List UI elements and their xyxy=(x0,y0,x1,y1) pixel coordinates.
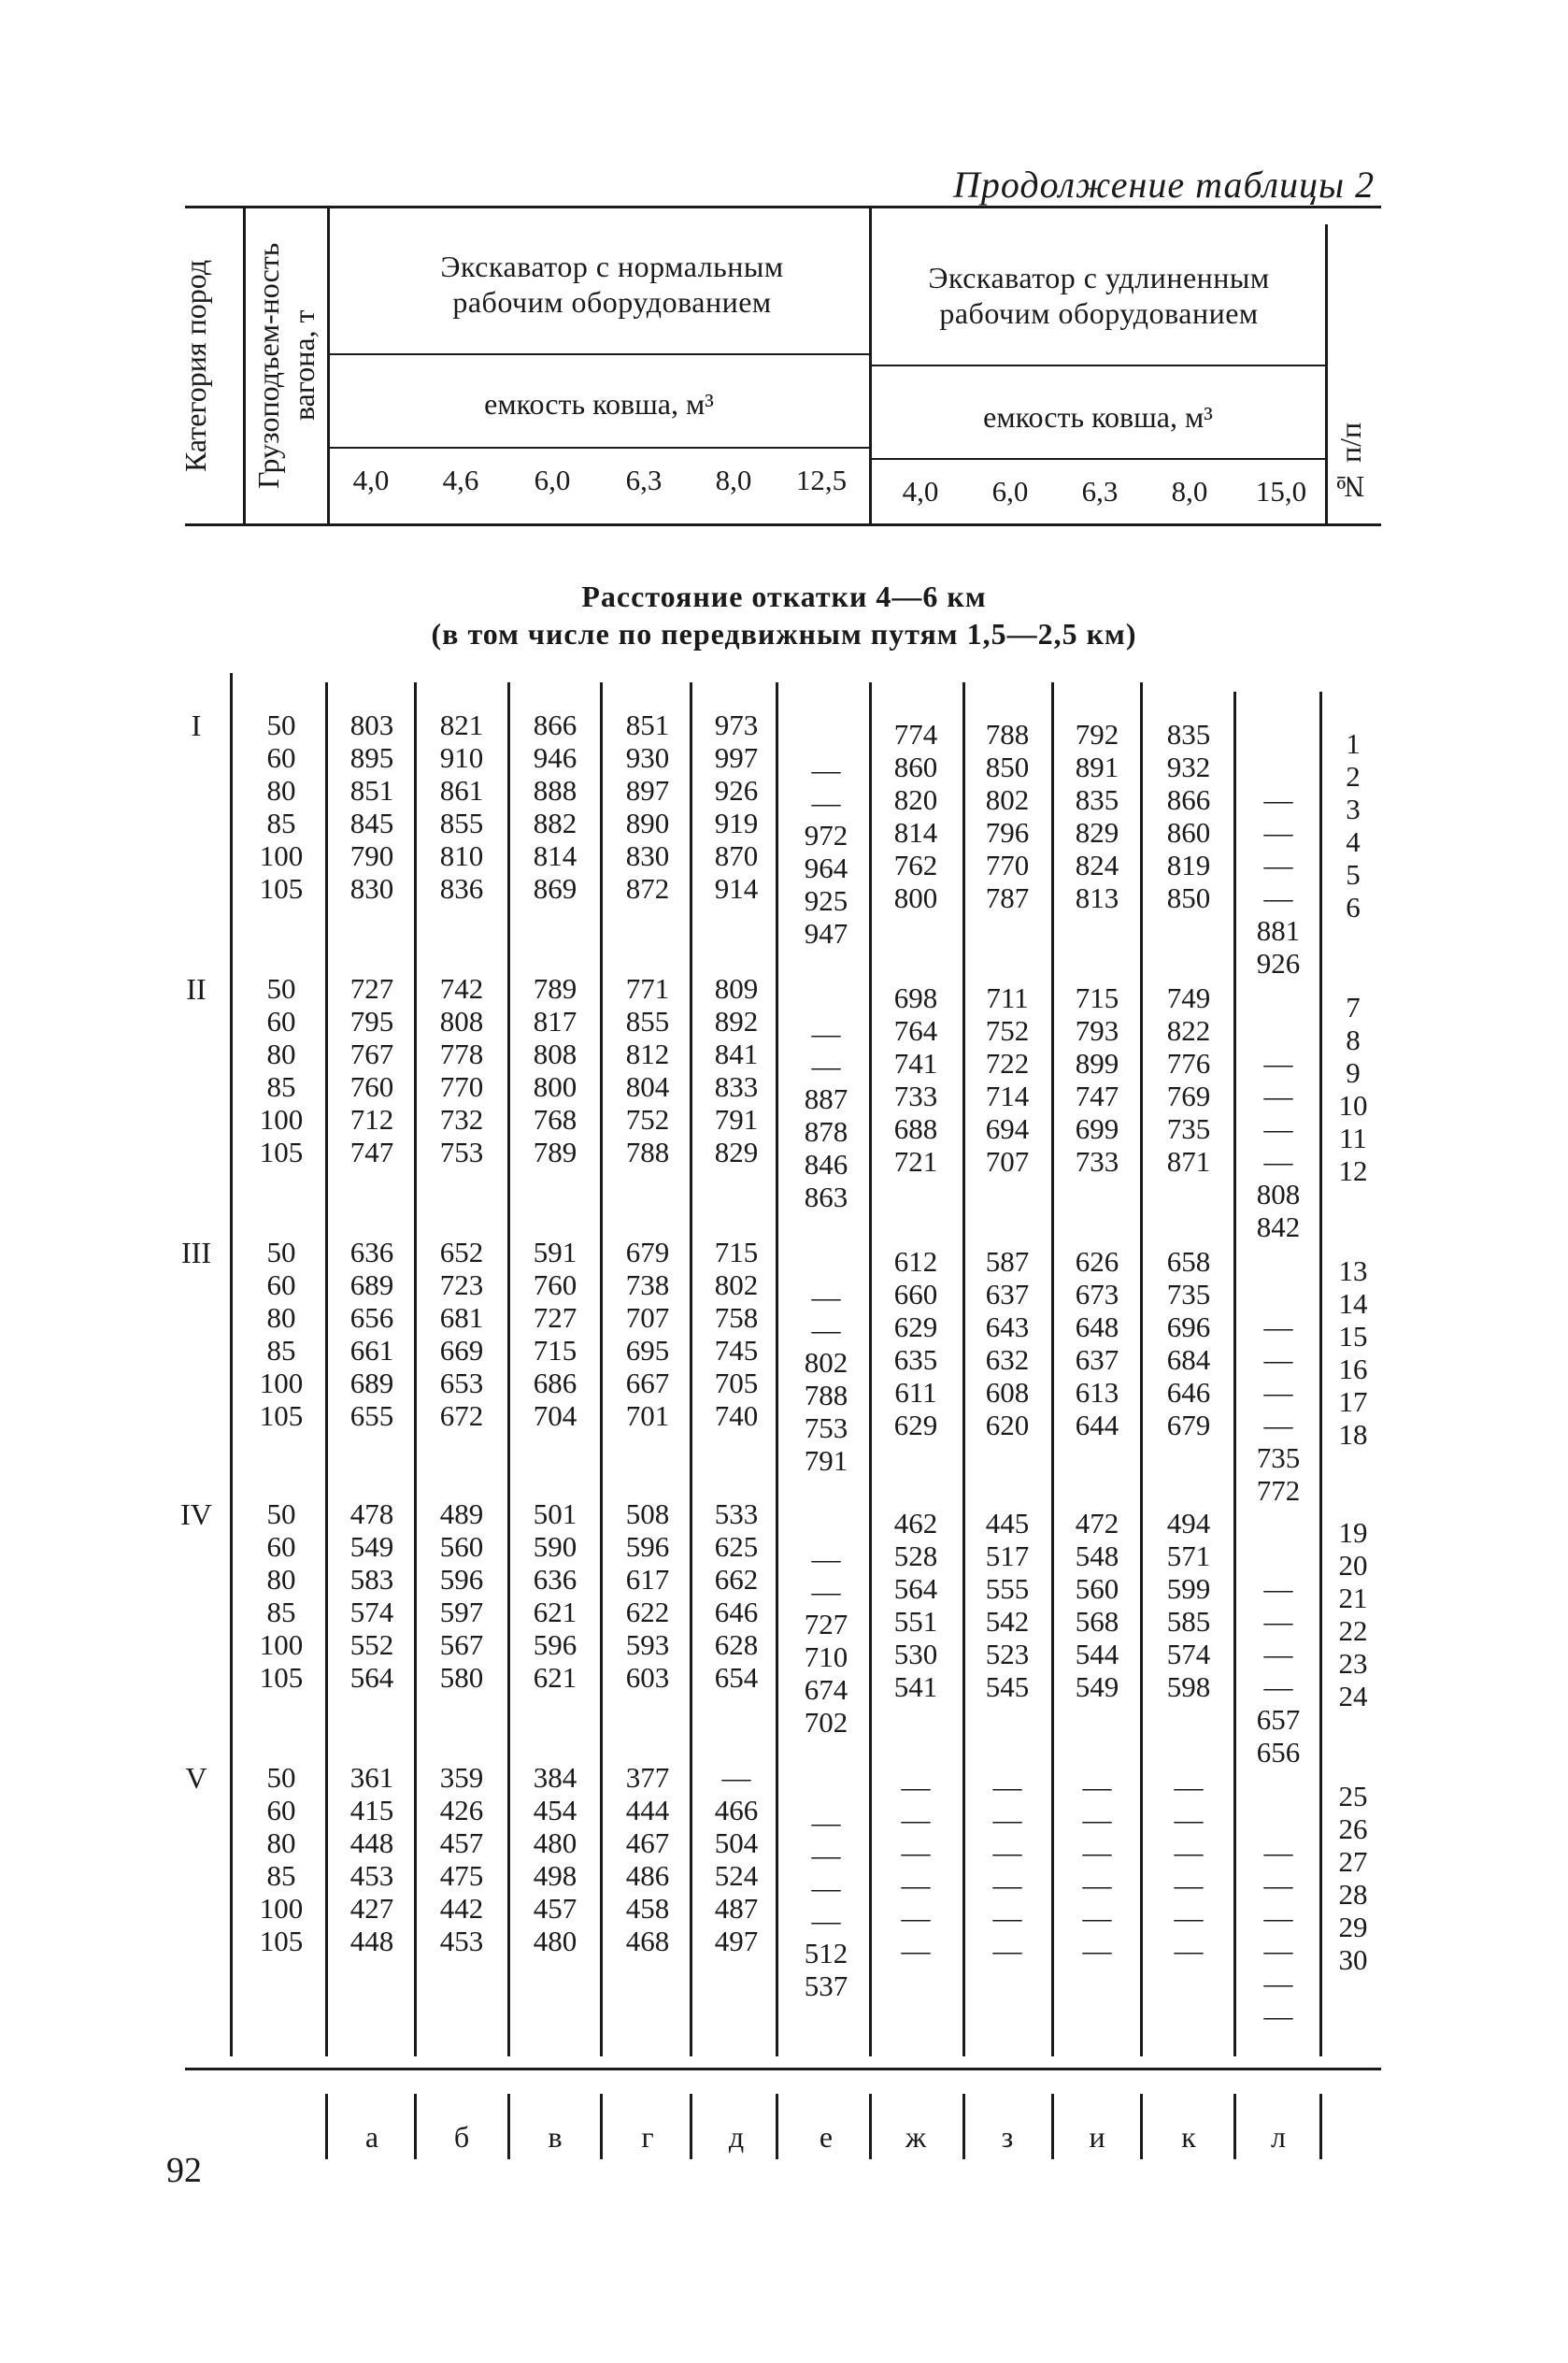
group-normal-header: Экскаватор с нормальным рабочим оборудованием xyxy=(440,250,784,319)
value-column-к: 835 932 866 860 819 850 xyxy=(1166,718,1211,914)
value-column-б: 821 910 861 855 810 836 xyxy=(439,709,484,905)
value-column-з: — — — — — — xyxy=(992,1770,1022,1967)
bucket-size: 6,3 xyxy=(1081,475,1119,508)
category-label: I xyxy=(191,709,202,742)
value-column-к: — — — — — — xyxy=(1174,1770,1204,1967)
value-column-е: — — 802 788 753 791 xyxy=(804,1281,848,1477)
value-column-г: 851 930 897 890 830 872 xyxy=(625,709,670,905)
value-column-ж: 698 764 741 733 688 721 xyxy=(893,981,938,1178)
value-column-к: 658 735 696 684 646 679 xyxy=(1166,1245,1211,1441)
value-column-л: — — — — 808 842 xyxy=(1256,1047,1301,1243)
column-letter: г xyxy=(641,2120,654,2154)
body-divider xyxy=(1140,682,1143,2056)
letter-divider xyxy=(600,2094,603,2159)
row-numbers: 19 20 21 22 23 24 xyxy=(1338,1516,1368,1712)
bucket-size: 6,0 xyxy=(534,464,571,496)
column-letter: и xyxy=(1089,2120,1105,2154)
column-letter: а xyxy=(364,2120,379,2154)
value-column-з: 587 637 643 632 608 620 xyxy=(985,1245,1030,1441)
value-column-в: 866 946 888 882 814 869 xyxy=(533,709,577,905)
column-letter: к xyxy=(1181,2120,1196,2154)
bucket-size: 4,0 xyxy=(902,475,939,508)
value-column-з: 788 850 802 796 770 787 xyxy=(985,718,1030,914)
value-column-е: — — 887 878 846 863 xyxy=(804,1017,848,1213)
row-numbers: 25 26 27 28 29 30 xyxy=(1338,1780,1368,1976)
letter-divider xyxy=(1051,2094,1054,2159)
page-number: 92 xyxy=(166,2151,202,2190)
row-numbers: 1 2 3 4 5 6 xyxy=(1346,727,1361,924)
value-column-а: 727 795 767 760 712 747 xyxy=(349,972,394,1168)
header-divider xyxy=(1325,224,1328,523)
value-column-г: 508 596 617 622 593 603 xyxy=(625,1497,670,1694)
letter-divider xyxy=(776,2094,778,2159)
bucket-label-normal: емкость ковша, м³ xyxy=(484,387,714,421)
body-divider xyxy=(414,682,417,2056)
value-column-б: 652 723 681 669 653 672 xyxy=(439,1236,484,1432)
value-column-г: 771 855 812 804 752 788 xyxy=(625,972,670,1168)
bucket-size: 4,0 xyxy=(352,464,390,496)
bucket-size: 6,0 xyxy=(991,475,1029,508)
value-column-з: 711 752 722 714 694 707 xyxy=(985,981,1030,1178)
letter-divider xyxy=(507,2094,510,2159)
value-column-к: 494 571 599 585 574 598 xyxy=(1166,1507,1211,1703)
letter-divider xyxy=(962,2094,965,2159)
value-column-д: — 466 504 524 487 497 xyxy=(714,1761,759,1957)
body-divider xyxy=(507,682,510,2056)
category-label: II xyxy=(186,972,207,1006)
value-column-л: — — — — — — xyxy=(1263,1836,1293,2032)
capacity-values: 50 60 80 85 100 105 xyxy=(259,709,304,905)
value-column-е: — — 727 710 674 702 xyxy=(804,1542,848,1739)
value-column-а: 361 415 448 453 427 448 xyxy=(349,1761,394,1957)
capacity-values: 50 60 80 85 100 105 xyxy=(259,1236,304,1432)
value-column-ж: 612 660 629 635 611 629 xyxy=(893,1245,938,1441)
value-column-а: 803 895 851 845 790 830 xyxy=(349,709,394,905)
body-divider xyxy=(690,682,692,2056)
value-column-е: — — 972 964 925 947 xyxy=(804,753,848,950)
value-column-и: — — — — — — xyxy=(1082,1770,1112,1967)
value-column-в: 789 817 808 800 768 789 xyxy=(533,972,577,1168)
capacity-values: 50 60 80 85 100 105 xyxy=(259,1761,304,1957)
value-column-б: 359 426 457 475 442 453 xyxy=(439,1761,484,1957)
column-letter: з xyxy=(1001,2120,1014,2154)
header-divider xyxy=(243,208,246,523)
column-letter: в xyxy=(548,2120,563,2154)
bucket-size: 15,0 xyxy=(1255,475,1307,508)
value-column-и: 792 891 835 829 824 813 xyxy=(1075,718,1119,914)
bucket-size: 6,3 xyxy=(625,464,663,496)
bucket-size: 12,5 xyxy=(795,464,848,496)
column-letter: ж xyxy=(905,2120,927,2154)
capacity-values: 50 60 80 85 100 105 xyxy=(259,972,304,1168)
value-column-е: — — — — 512 537 xyxy=(804,1806,848,2002)
category-label: III xyxy=(181,1236,211,1269)
bucket-size: 8,0 xyxy=(715,464,752,496)
column-letter: б xyxy=(453,2120,470,2154)
group-extended-header: Экскаватор с удлиненным рабочим оборудованием xyxy=(928,261,1270,330)
letter-divider xyxy=(1319,2094,1322,2159)
header-capacity: Грузоподъем-ность вагона, т xyxy=(251,242,321,489)
header-sub-rule xyxy=(329,353,869,355)
header-number: № п/п xyxy=(1333,422,1367,504)
value-column-л: — — — — 881 926 xyxy=(1256,783,1301,980)
row-numbers: 7 8 9 10 11 12 xyxy=(1338,991,1368,1187)
capacity-values: 50 60 80 85 100 105 xyxy=(259,1497,304,1694)
bucket-size: 4,6 xyxy=(442,464,479,496)
category-label: IV xyxy=(180,1497,212,1531)
value-column-ж: — — — — — — xyxy=(901,1770,931,1967)
body-divider xyxy=(325,682,328,2056)
value-column-и: 626 673 648 637 613 644 xyxy=(1075,1245,1119,1441)
body-divider xyxy=(1051,682,1054,2056)
value-column-д: 809 892 841 833 791 829 xyxy=(714,972,759,1168)
value-column-д: 973 997 926 919 870 914 xyxy=(714,709,759,905)
header-sub-rule xyxy=(871,365,1325,366)
value-column-л: — — — — 657 656 xyxy=(1256,1572,1301,1769)
column-letter: л xyxy=(1271,2120,1286,2154)
value-column-б: 742 808 778 770 732 753 xyxy=(439,972,484,1168)
value-column-г: 679 738 707 695 667 701 xyxy=(625,1236,670,1432)
value-column-б: 489 560 596 597 567 580 xyxy=(439,1497,484,1694)
letter-divider xyxy=(1233,2094,1236,2159)
letter-divider xyxy=(1140,2094,1143,2159)
header-category: Категория пород xyxy=(178,259,212,472)
value-column-ж: 462 528 564 551 530 541 xyxy=(893,1507,938,1703)
header-sub-rule xyxy=(329,447,869,449)
category-label: V xyxy=(185,1761,207,1795)
bucket-label-extended: емкость ковша, м³ xyxy=(983,400,1213,434)
body-divider xyxy=(869,682,872,2056)
body-bottom-rule xyxy=(185,2068,1381,2070)
value-column-л: — — — — 735 772 xyxy=(1256,1310,1301,1507)
column-letter: е xyxy=(819,2120,834,2154)
header-sub-rule xyxy=(871,458,1325,460)
value-column-и: 715 793 899 747 699 733 xyxy=(1075,981,1119,1178)
header-bottom-rule xyxy=(185,523,1381,526)
section-title-line1: Расстояние откатки 4—6 км xyxy=(581,580,987,613)
letter-divider xyxy=(869,2094,872,2159)
value-column-а: 478 549 583 574 552 564 xyxy=(349,1497,394,1694)
value-column-а: 636 689 656 661 689 655 xyxy=(349,1236,394,1432)
header-top-rule xyxy=(185,206,1381,208)
value-column-д: 533 625 662 646 628 654 xyxy=(714,1497,759,1694)
value-column-к: 749 822 776 769 735 871 xyxy=(1166,981,1211,1178)
body-divider xyxy=(600,682,603,2056)
letter-divider xyxy=(414,2094,417,2159)
column-letter: д xyxy=(728,2120,745,2154)
value-column-в: 384 454 480 498 457 480 xyxy=(533,1761,577,1957)
continuation-label: Продолжение таблицы 2 xyxy=(953,164,1376,206)
bucket-size: 8,0 xyxy=(1171,475,1208,508)
letter-divider xyxy=(690,2094,692,2159)
value-column-и: 472 548 560 568 544 549 xyxy=(1075,1507,1119,1703)
row-numbers: 13 14 15 16 17 18 xyxy=(1338,1254,1368,1451)
value-column-г: 377 444 467 486 458 468 xyxy=(625,1761,670,1957)
value-column-з: 445 517 555 542 523 545 xyxy=(985,1507,1030,1703)
body-divider xyxy=(230,673,233,2056)
value-column-в: 501 590 636 621 596 621 xyxy=(533,1497,577,1694)
letter-divider xyxy=(325,2094,328,2159)
value-column-д: 715 802 758 745 705 740 xyxy=(714,1236,759,1432)
value-column-ж: 774 860 820 814 762 800 xyxy=(893,718,938,914)
value-column-в: 591 760 727 715 686 704 xyxy=(533,1236,577,1432)
section-title-line2: (в том числе по передвижным путям 1,5—2,5 км) xyxy=(431,617,1137,651)
